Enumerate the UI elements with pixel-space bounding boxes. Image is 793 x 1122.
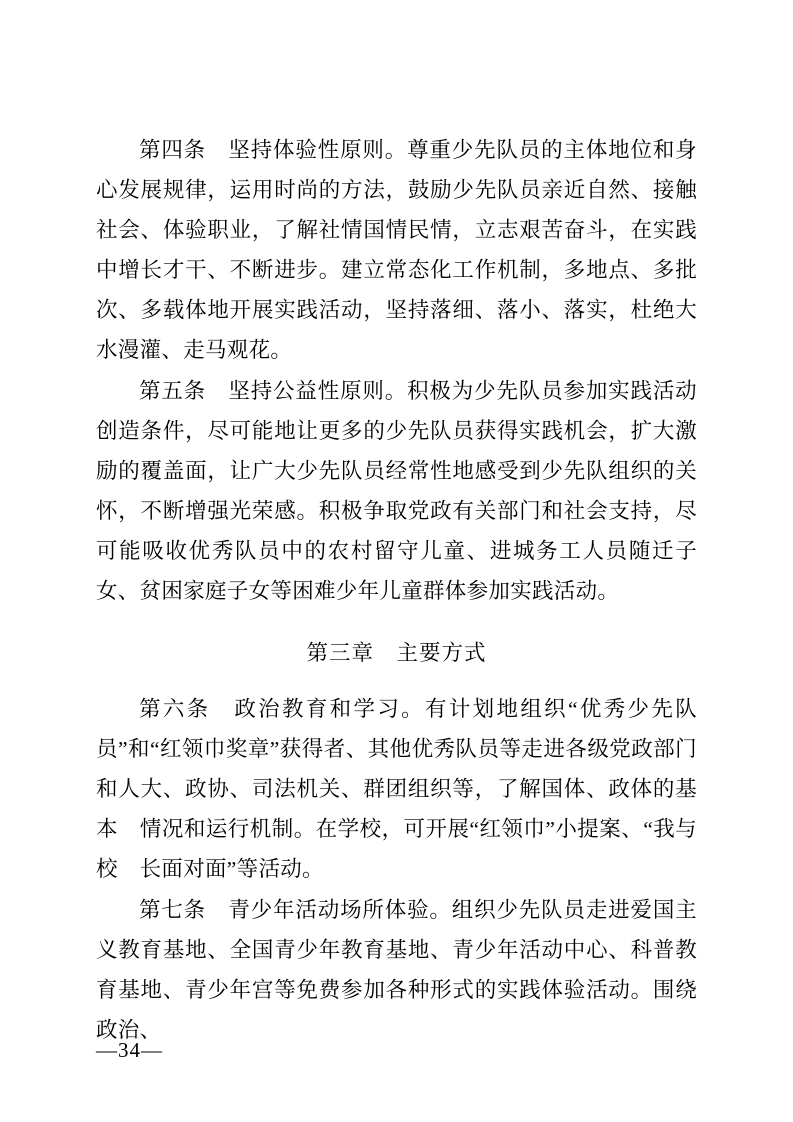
chapter-heading: 第三章 主要方式 xyxy=(306,641,487,665)
paragraph-article-4: 第四条 坚持体验性原则。尊重少先队员的主体地位和身心发展规律，运用时尚的方法，鼓励少先队员亲近自然、接触社会、体验职业，了解社情国情民情，立志艰苦奋斗，在实践中增长才干、不断进步。建立常态化工作机制，多地点、多批次、多载体地开展实践活动，坚持落细、落小、落实，杜绝大水漫灌、走马观花。 xyxy=(96,138,697,362)
paragraph-article-7: 第七条 青少年活动场所体验。组织少先队员走进爱国主义教育基地、全国青少年教育基地、青少年活动中心、科普教育基地、青少年宫等免费参加各种形式的实践体验活动。围绕政治、 xyxy=(96,898,697,1042)
page-number: —34— xyxy=(96,1038,163,1062)
document-body xyxy=(96,130,719,1050)
paragraph-article-6: 第六条 政治教育和学习。有计划地组织“优秀少先队员”和“红领巾奖章”获得者、其他优秀队员等走进各级党政部门 和人大、政协、司法机关、群团组织等，了解国体、政体的基本 情况和运行机制。在学校，可开展“红领巾”小提案、“我与校 长面对面”等活动。 xyxy=(96,697,719,881)
paragraph-article-5: 第五条 坚持公益性原则。积极为少先队员参加实践活动创造条件，尽可能地让更多的少先队员获得实践机会，扩大激励的覆盖面，让广大少先队员经常性地感受到少先队组织的关怀，不断增强光荣感。积极争取党政有关部门和社会支持，尽可能吸收优秀队员中的农村留守儿童、进城务工人员随迁子女、贫困家庭子女等困难少年儿童群体参加实践活动。 xyxy=(96,379,697,603)
